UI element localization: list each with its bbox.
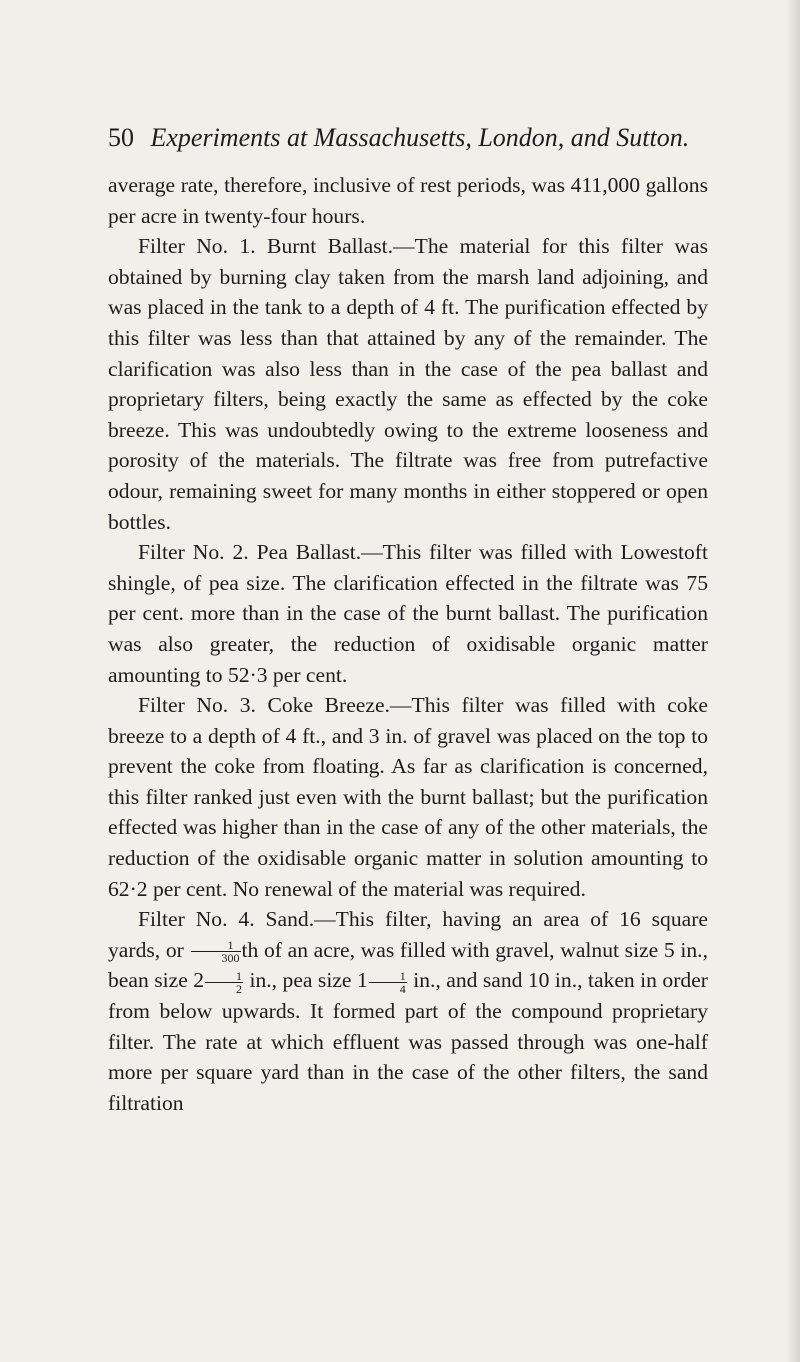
fraction-denominator: 300 — [221, 951, 240, 966]
paragraph-filter-1: Filter No. 1. Burnt Ballast.—The material for this filter was obtained by burning clay taken from the marsh land adjoining, and was placed in the tank to a depth of 4 ft. The purification effected by this filter was less than that attained by any of the remainder. The clarification was also less than in the case of the pea ballast and proprietary filters, being exactly the same as effected by the coke breeze. This was undoubtedly owing to the extreme looseness and porosity of the materials. The filtrate was free from putrefactive odour, remaining sweet for many months in either stoppered or open bottles. — [108, 234, 708, 534]
fraction-one-quarter — [369, 970, 407, 995]
paragraph-filter-2: Filter No. 2. Pea Ballast.—This filter was filled with Lowestoft shingle, of pea size. The clarification effected in the filtrate was 75 per cent. more than in the case of the burnt ballast. The purification was also greater, the reduction of oxidisable organic matter amounting to 52·3 per cent. — [108, 540, 708, 687]
filter-4-text-c: in., pea size 1 — [244, 968, 368, 993]
page-edge-shadow — [786, 0, 800, 1362]
fraction-denominator: 4 — [399, 981, 406, 996]
fraction-numerator: 1 — [205, 970, 243, 983]
paragraph-filter-3: Filter No. 3. Coke Breeze.—This filter was filled with coke breeze to a depth of 4 ft., and 3 in. of gravel was placed on the top to prevent the coke from floating. As far as clarification is concerned, this filter ranked just even with the burnt ballast; but the purification effected was higher than in the case of any of the other materials, the reduction of the oxidisable organic matter in solution amounting to 62·2 per cent. No renewal of the material was required. — [108, 693, 708, 901]
fraction-numerator: 1 — [191, 939, 241, 952]
filter-4-text-b: th of an acre, was filled with gravel, walnut size 5 in., bean size 2 — [108, 937, 708, 993]
page-number: 50 — [108, 123, 134, 152]
filter-4-text-a: Filter No. 4. Sand.—This filter, having an area of 16 square yards, or — [108, 907, 708, 962]
filter-4-text-d: in., and sand 10 in., taken in order from below upwards. It formed part of the compound proprietary filter. The rate at which effluent was passed through was one-half more per square yard than in the case of the other filters, the sand filtration — [108, 968, 708, 1115]
fraction-numerator: 1 — [369, 970, 407, 983]
fraction-one-half — [205, 970, 243, 995]
fraction-denominator: 2 — [236, 981, 243, 996]
body-text — [108, 170, 708, 1118]
fraction-one-three-hundredth — [191, 939, 241, 964]
paragraph-continuation: average rate, therefore, inclusive of rest periods, was 411,000 gallons per acre in twenty-four hours. — [108, 173, 708, 228]
running-head — [108, 122, 708, 154]
running-title: Experiments at Massachusetts, London, and Sutton. — [150, 123, 690, 152]
paragraph-filter-4 — [108, 904, 708, 1118]
